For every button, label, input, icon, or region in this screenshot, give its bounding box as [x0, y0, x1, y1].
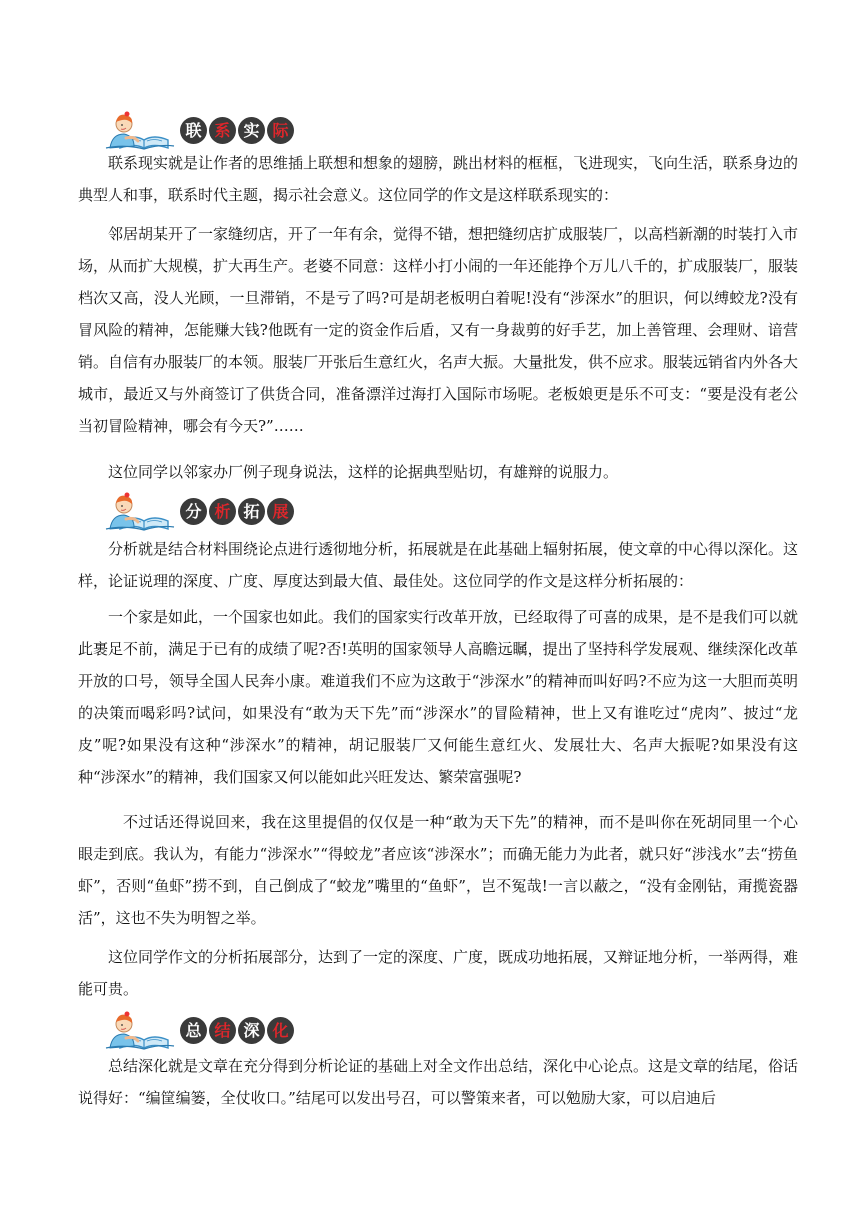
child-reading-book-icon: [104, 1010, 176, 1050]
section-header-fenxi-tuozhan: [104, 491, 296, 531]
heading-char: 析: [209, 498, 236, 525]
heading-char: 分: [180, 498, 207, 525]
paragraph: 一个家是如此，一个国家也如此。我们的国家实行改革开放，已经取得了可喜的成果，是不是我们可以就此裹足不前，满足于已有的成绩了呢?否!英明的国家领导人高瞻远瞩，提出了坚持科学发展观、继续深化改革开放的口号，领导全国人民奔小康。难道我们不应为这敢于“涉深水”的精神而叫好吗?不应为这一大胆而英明的决策而喝彩吗?试问，如果没有“敢为天下先”而“涉深水”的冒险精神，世上又有谁吃过“虎肉”、披过“龙皮”呢?如果没有这种“涉深水”的精神，胡记服装厂又何能生意红火、发展壮大、名声大振呢?如果没有这种“涉深水”的精神，我们国家又何以能如此兴旺发达、繁荣富强呢?: [78, 608, 799, 786]
heading-char: 际: [267, 117, 294, 144]
heading-char: 化: [267, 1017, 294, 1044]
heading-char: 展: [267, 498, 294, 525]
paragraph: 这位同学以邻家办厂例子现身说法，这样的论据典型贴切，有雄辩的说服力。: [108, 463, 619, 481]
heading-char: 实: [238, 117, 265, 144]
heading-char: 系: [209, 117, 236, 144]
heading-char: 结: [209, 1017, 236, 1044]
section-header-zongjie-shenhua: [104, 1010, 296, 1050]
paragraph: 邻居胡某开了一家缝纫店，开了一年有余，觉得不错，想把缝纫店扩成服装厂，以高档新潮的时装打入市场，从而扩大规模，扩大再生产。老婆不同意：这样小打小闹的一年还能挣个万儿八千的，扩成服装厂，服装档次又高，没人光顾，一旦滞销，不是亏了吗?可是胡老板明白着呢!没有“涉深水”的胆识，何以缚蛟龙?没有冒风险的精神，怎能赚大钱?他既有一定的资金作后盾，又有一身裁剪的好手艺，加上善管理、会理财、谙营销。自信有办服装厂的本领。服装厂开张后生意红火，名声大振。大量批发，供不应求。服装远销省内外各大城市，最近又与外商签订了供货合同，准备漂洋过海打入国际市场呢。老板娘更是乐不可支：“要是没有老公当初冒险精神，哪会有今天?”……: [78, 225, 799, 435]
section-header-lianxi-shiji: [104, 110, 296, 150]
heading-char: 深: [238, 1017, 265, 1044]
child-reading-book-icon: [104, 491, 176, 531]
paragraph: 分析就是结合材料围绕论点进行透彻地分析，拓展就是在此基础上辐射拓展，使文章的中心得以深化。这样，论证说理的深度、广度、厚度达到最大值、最佳处。这位同学的作文是这样分析拓展的：: [78, 540, 799, 590]
child-reading-book-icon: [104, 110, 176, 150]
heading-char: 联: [180, 117, 207, 144]
paragraph: 联系现实就是让作者的思维插上联想和想象的翅膀，跳出材料的框框，飞进现实，飞向生活，联系身边的典型人和事，联系时代主题，揭示社会意义。这位同学的作文是这样联系现实的：: [78, 154, 799, 204]
paragraph: 不过话还得说回来，我在这里提倡的仅仅是一种“敢为天下先”的精神，而不是叫你在死胡同里一个心眼走到底。我认为，有能力“涉深水”“得蛟龙”者应该“涉深水”；而确无能力为此者，就只好“涉浅水”去“捞鱼虾”，否则“鱼虾”捞不到，自己倒成了“蛟龙”嘴里的“鱼虾”，岂不冤哉!一言以蔽之，“没有金刚钻，甭揽瓷器活”，这也不失为明智之举。: [78, 813, 798, 927]
paragraph: 这位同学作文的分析拓展部分，达到了一定的深度、广度，既成功地拓展，又辩证地分析，一举两得，难能可贵。: [78, 948, 799, 998]
paragraph: 总结深化就是文章在充分得到分析论证的基础上对全文作出总结，深化中心论点。这是文章的结尾，俗话说得好：“编筐编篓，全仗收口。”结尾可以发出号召，可以警策来者，可以勉励大家，可以启迪后: [78, 1057, 799, 1107]
heading-char: 总: [180, 1017, 207, 1044]
heading-char: 拓: [238, 498, 265, 525]
